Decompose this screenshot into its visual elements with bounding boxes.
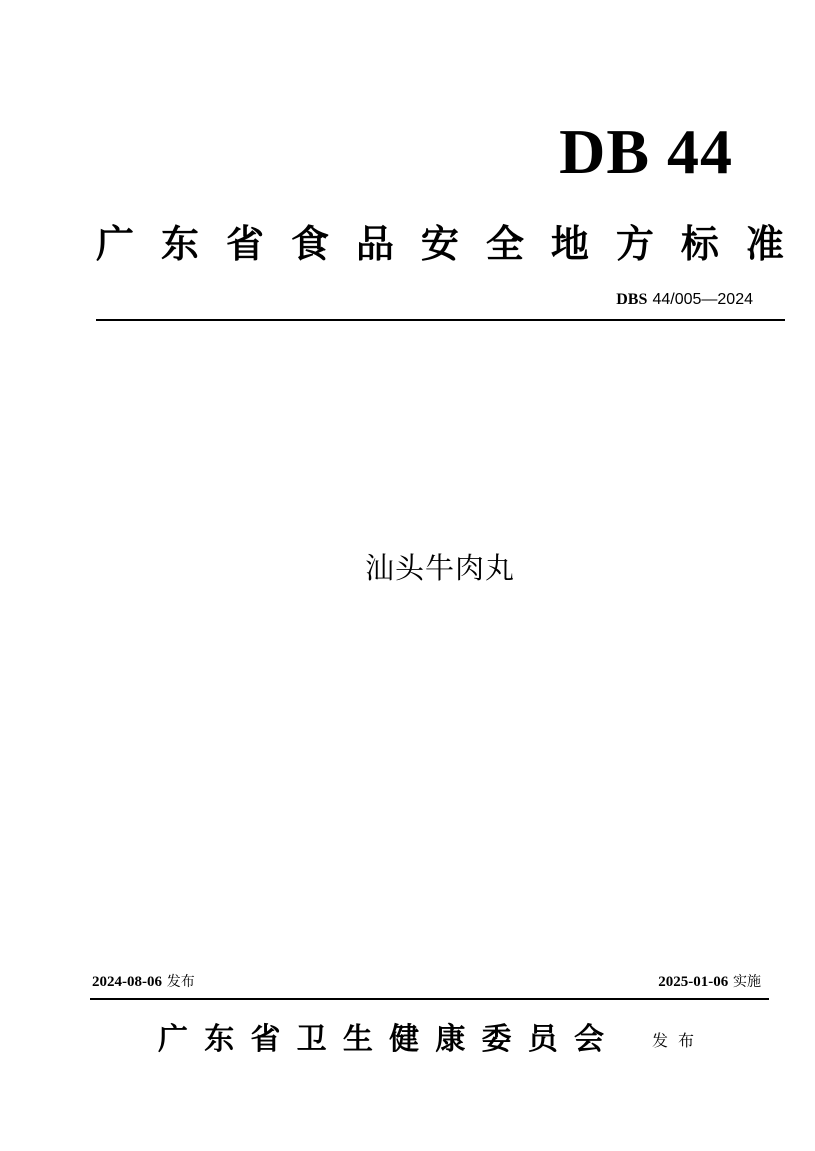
title-char: 安	[420, 221, 459, 266]
issuer-char: 康	[435, 1022, 466, 1057]
issuer-char: 委	[481, 1022, 512, 1057]
header-divider	[96, 319, 785, 321]
title-char: 东	[160, 221, 199, 266]
issuer-char: 会	[573, 1022, 604, 1057]
issuer-char: 广	[158, 1022, 188, 1057]
issuer-char: 省	[250, 1022, 281, 1057]
effective-label: 实施	[733, 974, 761, 990]
release-date-line	[92, 970, 195, 993]
issuing-authority	[158, 1020, 604, 1060]
standard-number	[616, 288, 753, 311]
issuer-char: 东	[204, 1022, 235, 1057]
issuer-char: 生	[342, 1022, 373, 1057]
product-name-title: 汕头牛肉丸	[364, 551, 515, 585]
title-char: 食	[290, 221, 329, 266]
title-char: 广	[96, 221, 135, 266]
issuer-action-label: 发布	[652, 1031, 705, 1050]
title-char: 准	[745, 221, 784, 266]
title-char: 省	[225, 221, 264, 266]
title-char: 方	[615, 221, 654, 266]
release-date: 2024-08-06	[92, 974, 162, 990]
title-char: 标	[680, 221, 719, 266]
standard-number-value: 44/005—2024	[652, 291, 753, 308]
title-char: 全	[485, 221, 524, 266]
issuer-char: 员	[527, 1022, 558, 1057]
title-char: 品	[355, 221, 394, 266]
effective-date-line	[658, 970, 761, 993]
issuer-char: 健	[389, 1022, 420, 1057]
title-char: 地	[550, 221, 589, 266]
issuer-char: 卫	[296, 1022, 327, 1057]
standard-number-prefix: DBS	[616, 291, 648, 308]
footer-divider	[90, 998, 769, 1000]
standard-category-code: DB 44	[559, 116, 733, 187]
release-label: 发布	[166, 974, 195, 990]
effective-date: 2025-01-06	[658, 974, 729, 990]
standard-type-title	[96, 220, 784, 268]
